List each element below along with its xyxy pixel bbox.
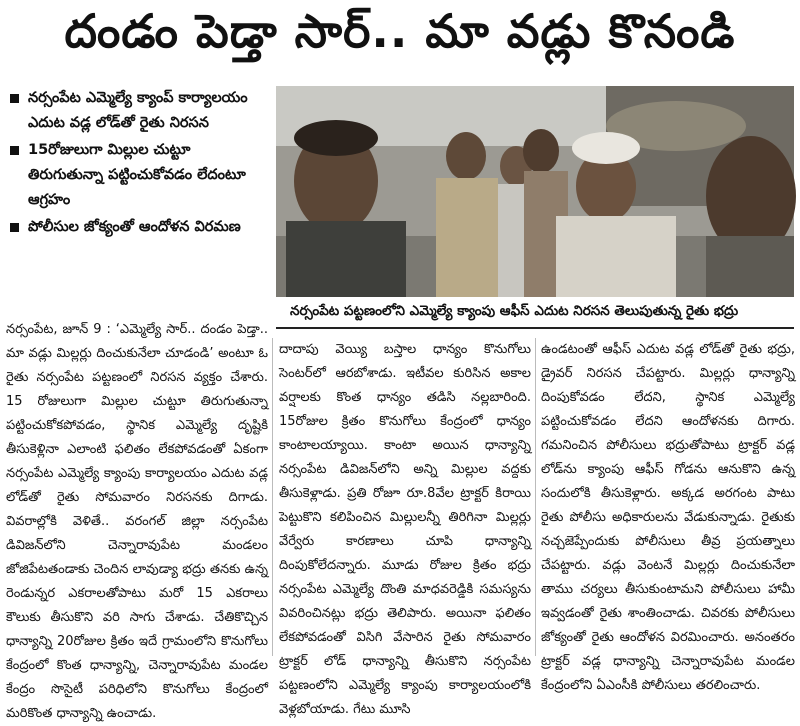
article-column-3 bbox=[541, 338, 795, 693]
column-divider bbox=[272, 338, 273, 656]
highlight-text: పోలీసుల జోక్యంతో ఆందోళన విరమణ bbox=[28, 219, 241, 235]
square-bullet-icon bbox=[10, 94, 19, 103]
square-bullet-icon bbox=[10, 223, 19, 232]
square-bullet-icon bbox=[10, 146, 19, 155]
column-divider bbox=[535, 338, 536, 656]
highlight-item bbox=[6, 138, 268, 213]
highlight-text: 15రోజులుగా మిల్లుల చుట్టూ తిరుగుతున్నా పట్టించుకోవడం లేదంటూ ఆగ్రహం bbox=[28, 142, 246, 208]
highlight-item bbox=[6, 86, 268, 136]
article-text: ఉండటంతో ఆఫీస్ ఎదుట వడ్ల లోడ్‌తో రైతు భద్రు, డ్రైవర్ నిరసన చేపట్టారు. మిల్లర్లు ధాన్యాన్ని దింపుకోవడం లేదని, స్థానిక ఎమ్మెల్యే పట్టించుకోవడం లేదని ఆందోళనకు దిగారు. గమనించిన పోలీసులు భద్రుతోపాటు ట్రాక్టర్ వడ్ల లోడ్‌ను క్యాంపు ఆఫీస్ గోడను ఆనుకొని ఉన్న సందులోకి తీసుకెళ్లారు. అక్కడ అరగంట పాటు రైతు పోలీసు అధికారులను వేడుకున్నాడు. రైతుకు నచ్చజెప్పేందుకు పోలీసులు తీవ్ర ప్రయత్నాలు చేపట్టారు. వడ్లు వెంటనే మిల్లర్లు దించుకునేలా తాము చర్యలు తీసుకుంటామని పోలీసులు హామీ ఇవ్వడంతో రైతు శాంతించాడు. చివరకు పోలీసులు జోక్యంతో రైతు ఆందోళన విరమించారు. అనంతరం ట్రాక్టర్ వడ్ల ధాన్యాన్ని చెన్నారావుపేట మండల కేంద్రంలోని ఏఎంసీకి పోలీసులు తరలించారు. bbox=[541, 342, 795, 693]
article-column-1 bbox=[6, 318, 268, 721]
photo-caption: నర్సంపేట పట్టణంలోని ఎమ్మెల్యే క్యాంపు ఆఫీస్ ఎదుట నిరసన తెలుపుతున్న రైతు భద్రు bbox=[276, 297, 794, 329]
highlight-item bbox=[6, 215, 268, 240]
news-photo bbox=[276, 86, 794, 297]
highlight-text: నర్సంపేట ఎమ్మెల్యే క్యాంప్ కార్యాలయం ఎదుట వడ్ల లోడ్‌తో రైతు నిరసన bbox=[28, 90, 248, 131]
headline: దండం పెడ్తా సార్.. మా వడ్లు కొనండి bbox=[64, 4, 736, 58]
article-text: దాదాపు వెయ్యి బస్తాల ధాన్యం కొనుగోలు సెంటర్‌లో ఆరబోశాడు. ఇటీవల కురిసిన అకాల వర్షాలకు కొంత ధాన్యం తడిసి నల్లబారింది. 15రోజుల క్రితం కొనుగోలు కేంద్రంలో ధాన్యం కాంటాలయ్యాయి. కాంటా అయిన ధాన్యాన్ని నర్సంపేట డివిజన్‌లోని అన్ని మిల్లుల వద్దకు తీసుకెళ్లాడు. ప్రతి రోజూ రూ.8వేల ట్రాక్టర్ కిరాయి పెట్టుకొని కలిపించిన మిల్లులన్నీ తిరిగినా మిల్లర్లు వేర్వేరు కారణాలు చూపి ధాన్యాన్ని దింపుకోలేదన్నారు. మూడు రోజుల క్రితం భద్రు నర్సంపేట ఎమ్మెల్యే దొంతి మాధవరెడ్డికి సమస్యను వివరించినట్లు భద్రు తెలిపారు. అయినా ఫలితం లేకపోవడంతో విసిగి వేసారిన రైతు సోమవారం ట్రాక్టర్ లోడ్ ధాన్యాన్ని తీసుకొని నర్సంపేట పట్టణంలోని ఎమ్మెల్యే క్యాంపు కార్యాలయంలోకి వెళ్లబోయాడు. గేటు మూసి bbox=[279, 342, 531, 717]
article-column-2 bbox=[279, 338, 531, 717]
protest-photo-illustration bbox=[276, 86, 794, 297]
article-text: నర్సంపేట, జూన్ 9 : ‘ఎమ్మెల్యే సార్.. దండం పెడ్తా.. మా వడ్లు మిల్లర్లు దించుకునేలా చూడండి’ అంటూ ఓ రైతు నర్సంపేట పట్టణంలో నిరసన వ్యక్తం చేశారు. 15 రోజులుగా మిల్లుల చుట్టూ తిరుగుతున్నా పట్టించుకోకపోవడం, స్థానిక ఎమ్మెల్యే దృష్టికి తీసుకెళ్లినా ఎలాంటి ఫలితం లేకపోవడంతో ఏకంగా నర్సంపేట ఎమ్మెల్యే క్యాంపు కార్యాలయం ఎదుట వడ్ల లోడ్‌తో రైతు సోమవారం నిరసనకు దిగాడు. వివరాల్లోకి వెళితే.. వరంగల్ జిల్లా నర్సంపేట డివిజన్‌లోని చెన్నారావుపేట మండలం జోజిపేటతండాకు చెందిన లావుడ్యా భద్రు తనకు ఉన్న రెండున్నర ఎకరాలతోపాటు మరో 15 ఎకరాలు కౌలుకు తీసుకొని వరి సాగు చేశాడు. చేతికొచ్చిన ధాన్యాన్ని 20రోజుల క్రితం ఇదే గ్రామంలోని కొనుగోలు కేంద్రంలో కొంత ధాన్యాన్ని, చెన్నారావుపేట మండల కేంద్రం సొసైటీ పరిధిలోని కొనుగోలు కేంద్రంలో మరికొంత ధాన్యాన్ని ఉంచాడు. bbox=[6, 322, 268, 721]
